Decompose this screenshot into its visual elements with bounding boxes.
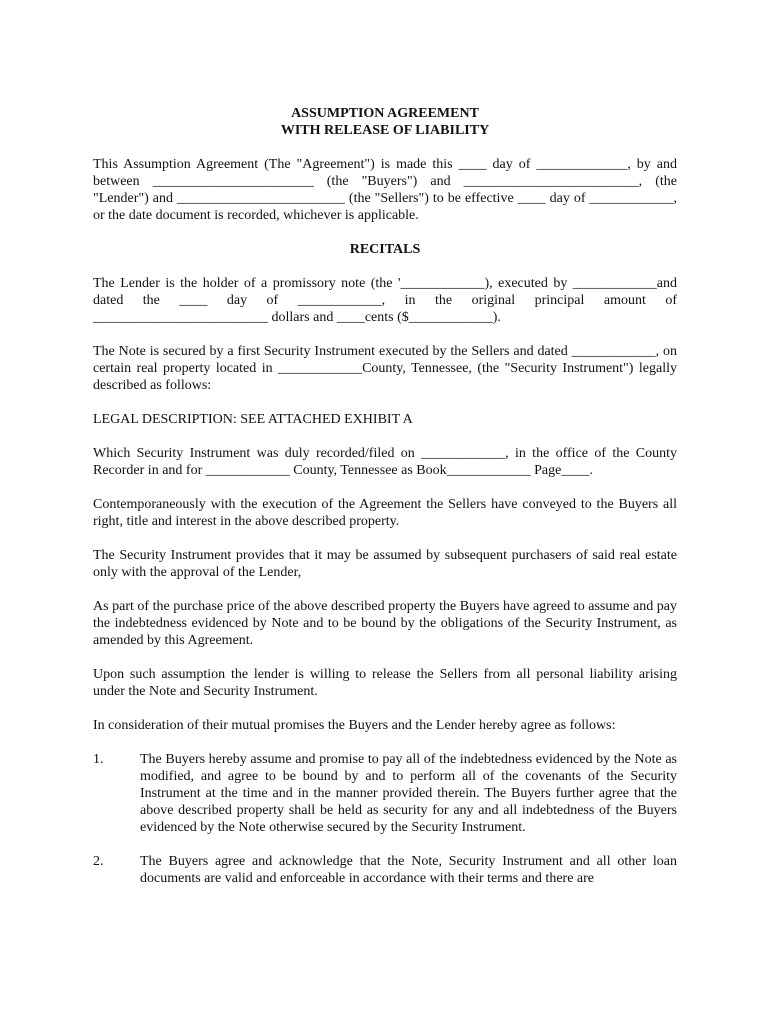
item-text: The Buyers hereby assume and promise to pay all of the indebtedness evidenced by the Note as modified, and agree to be bound by and to perform all of the covenants of the Security Instrument at the time and in the manner provided therein. The Buyers further agree that the above described property shall be held as security for any and all indebtedness of the Buyers evidenced by the Note otherwise secured by the Security Instrument. — [140, 752, 677, 835]
recitals-heading: RECITALS — [349, 242, 421, 257]
consideration-paragraph: In consideration of their mutual promises the Buyers and the Lender hereby agree as follows: — [93, 718, 616, 733]
document-title-line-1: ASSUMPTION AGREEMENT — [291, 106, 479, 121]
recital-paragraph: Which Security Instrument was duly recorded/filed on ____________, in the office of the County Recorder in and for ____________ County, Tennessee as Book____________ Page____. — [93, 446, 677, 478]
item-number: 1. — [93, 752, 104, 767]
recital-paragraph: As part of the purchase price of the above described property the Buyers have agreed to assume and pay the indebtedness evidenced by Note and to be bound by the obligations of the Security Instrument, as amended by this Agreement. — [93, 599, 677, 648]
intro-paragraph: This Assumption Agreement (The "Agreement") is made this ____ day of _____________, by and between _______________________ (the "Buyers") and _________________________, (the "Lender") and ________________________ (the "Sellers") to be effective ____ day of ____________, or the date document is recorded, whichever is applicable. — [93, 157, 677, 223]
document-title-line-2: WITH RELEASE OF LIABILITY — [280, 123, 490, 138]
recital-paragraph: Upon such assumption the lender is willing to release the Sellers from all personal liability arising under the Note and Security Instrument. — [93, 667, 677, 699]
agreement-item — [93, 751, 677, 836]
recital-paragraph: The Lender is the holder of a promissory note (the '____________), executed by ____________and dated the ____ day of ____________, in the original principal amount of _________________________ dollars and ____cents ($____________). — [93, 276, 677, 325]
recital-paragraph: Contemporaneously with the execution of the Agreement the Sellers have conveyed to the Buyers all right, title and interest in the above described property. — [93, 497, 677, 529]
agreement-item — [93, 853, 677, 887]
recital-paragraph: The Security Instrument provides that it may be assumed by subsequent purchasers of said real estate only with the approval of the Lender, — [93, 548, 677, 580]
item-number: 2. — [93, 854, 104, 869]
item-text: The Buyers agree and acknowledge that the Note, Security Instrument and all other loan documents are valid and enforceable in accordance with their terms and there are — [140, 854, 677, 886]
legal-description: LEGAL DESCRIPTION: SEE ATTACHED EXHIBIT A — [93, 412, 413, 427]
recital-paragraph: The Note is secured by a first Security Instrument executed by the Sellers and dated ____________, on certain real property located in ____________County, Tennessee, (the "Security Instrument") legally described as follows: — [93, 344, 677, 393]
